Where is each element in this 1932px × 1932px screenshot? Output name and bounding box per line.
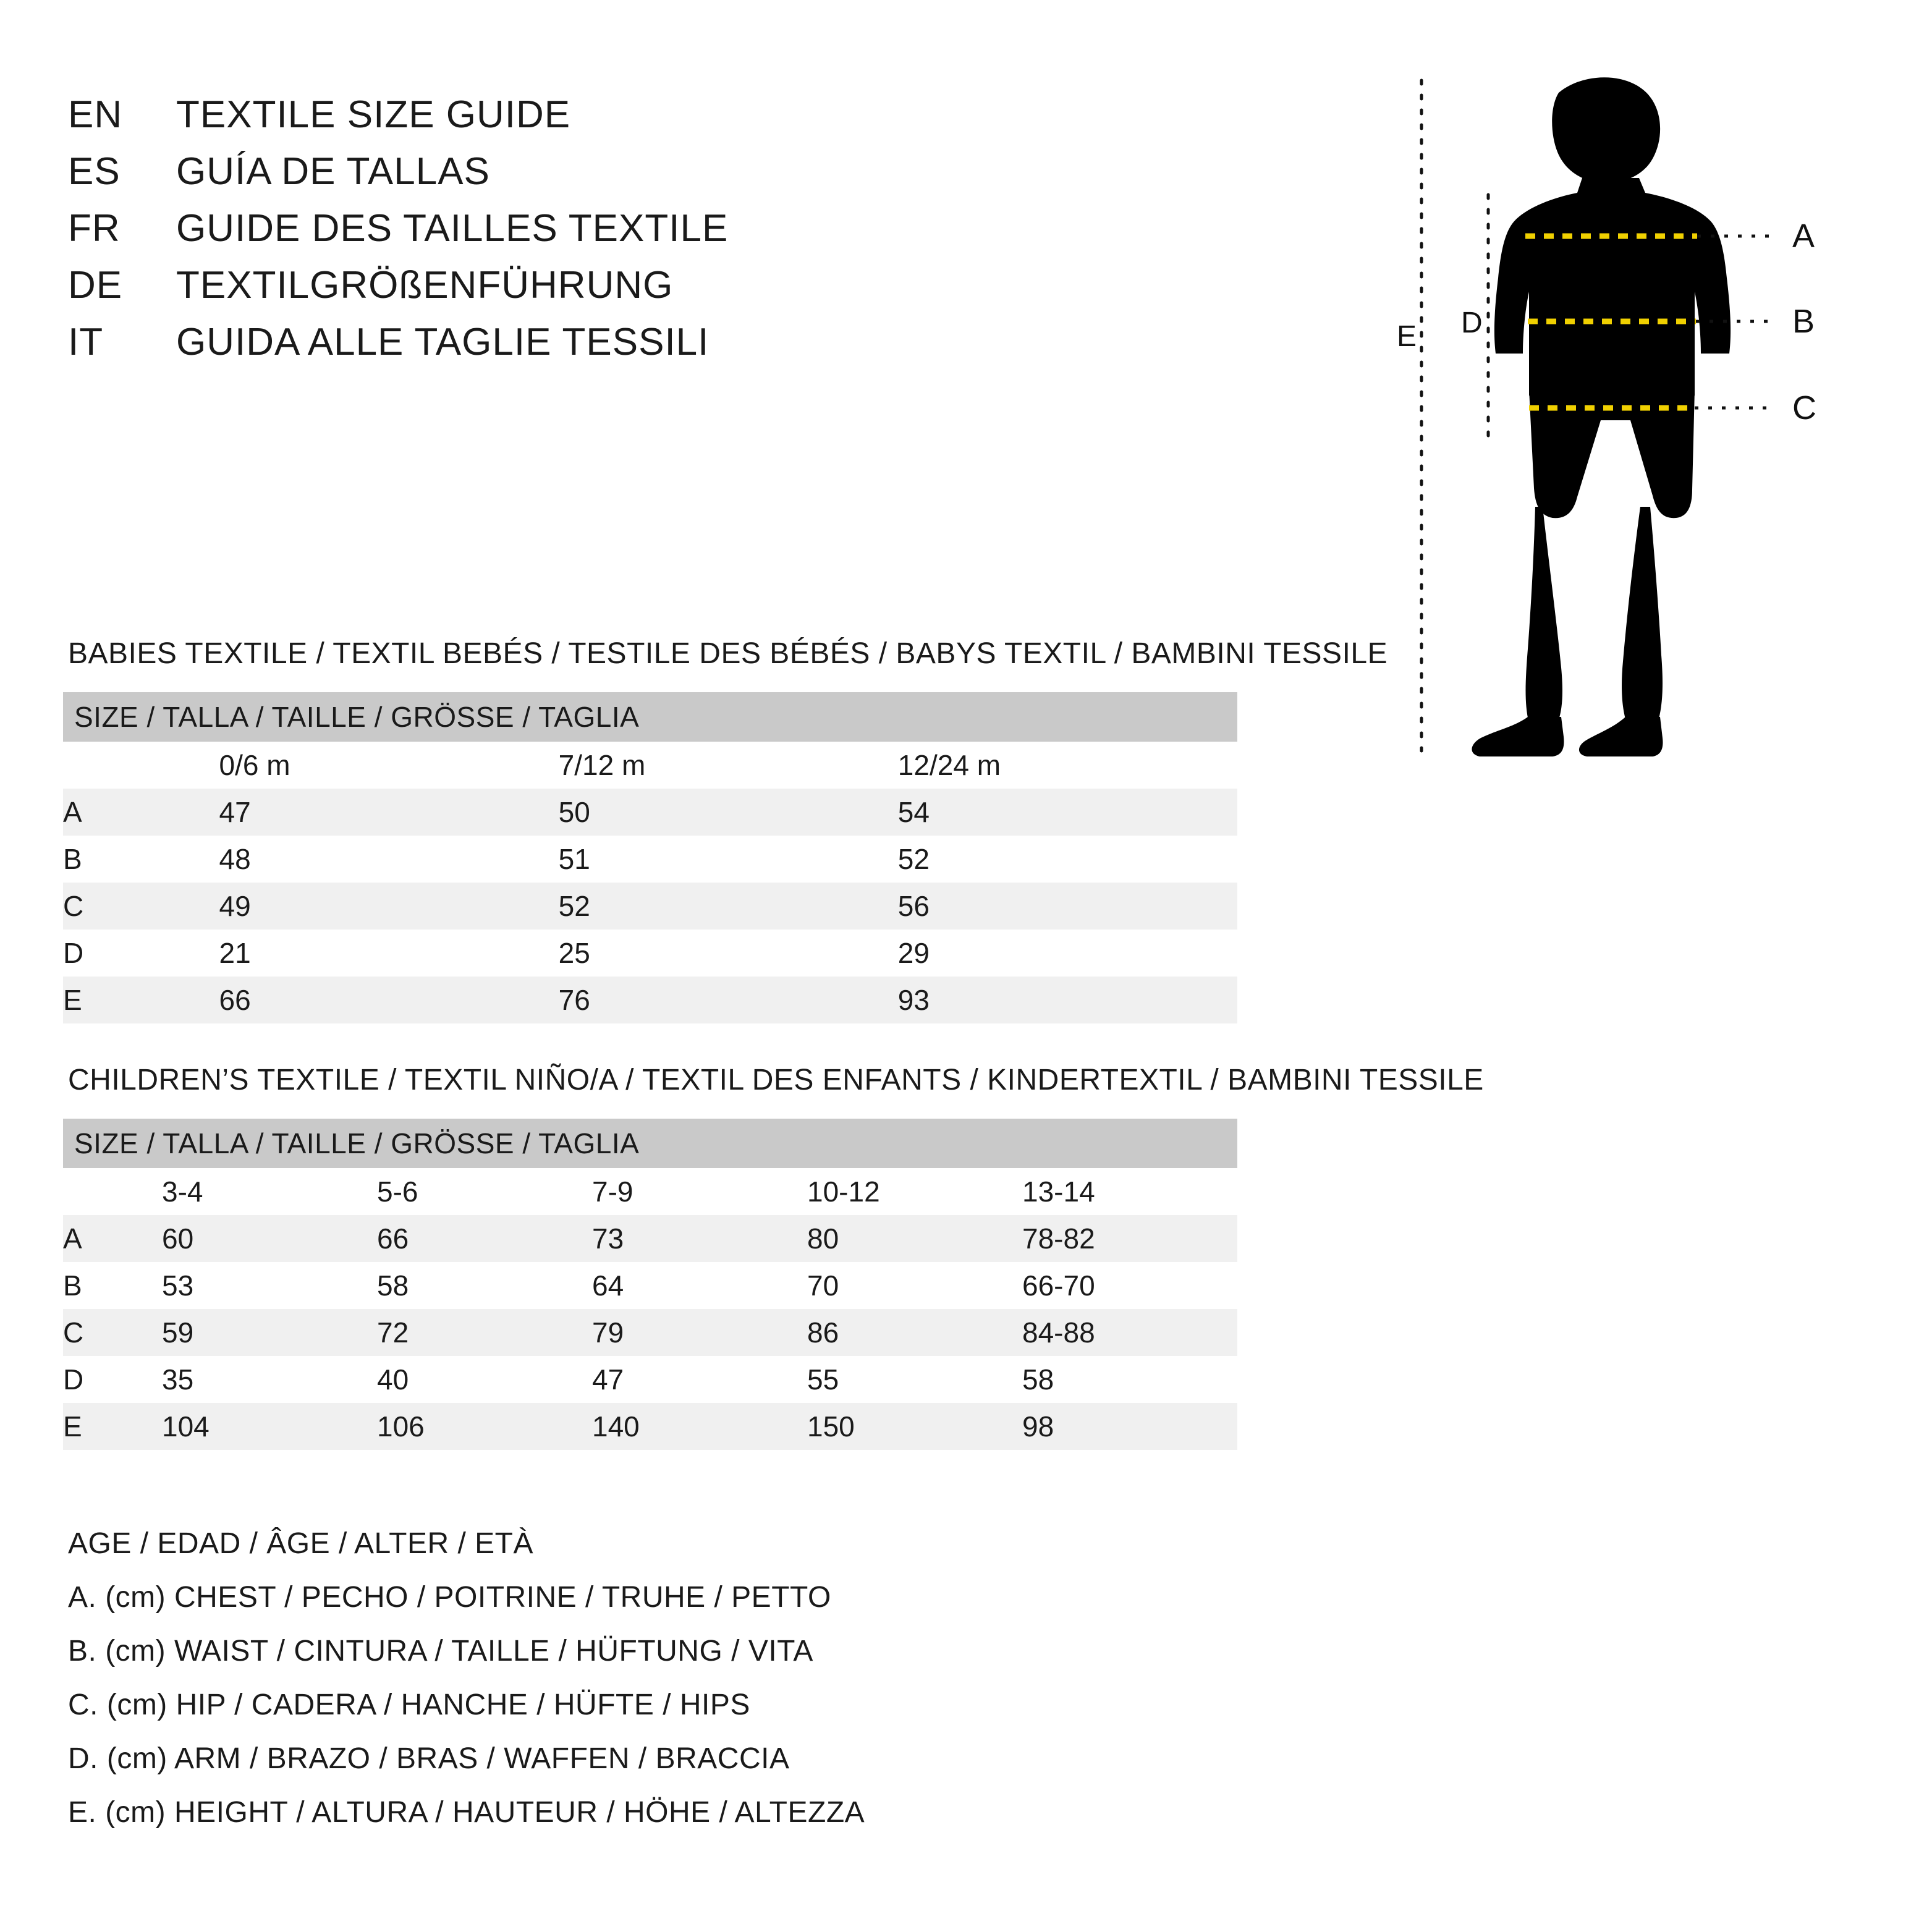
table-column-row: [63, 742, 1237, 789]
table-row: [63, 1403, 1237, 1450]
legend-waist: B. (cm) WAIST / CINTURA / TAILLE / HÜFTUNG / VITA: [68, 1635, 813, 1667]
babies-row-label-e: E: [63, 977, 219, 1023]
children-b-1: 58: [377, 1262, 592, 1309]
babies-e-1: 76: [559, 977, 898, 1023]
children-b-0: 53: [162, 1262, 377, 1309]
language-code-es: ES: [68, 150, 121, 193]
babies-section-title: BABIES TEXTILE / TEXTIL BEBÉS / TESTILE DES BÉBÉS / BABYS TEXTIL / BAMBINI TESSILE: [68, 637, 1388, 670]
babies-row-label-a: A: [63, 789, 219, 836]
children-col-4: 13-14: [1022, 1168, 1237, 1215]
children-e-1: 106: [377, 1403, 592, 1450]
children-col-3: 10-12: [807, 1168, 1022, 1215]
children-a-3: 80: [807, 1215, 1022, 1262]
table-row: [63, 1356, 1237, 1403]
children-e-0: 104: [162, 1403, 377, 1450]
children-a-4: 78-82: [1022, 1215, 1237, 1262]
table-row: [63, 1309, 1237, 1356]
language-row-fr: [68, 206, 728, 263]
babies-table-header: SIZE / TALLA / TAILLE / GRÖSSE / TAGLIA: [63, 692, 1237, 742]
children-d-0: 35: [162, 1356, 377, 1403]
marker-label-d: D: [1461, 307, 1483, 339]
babies-d-2: 29: [898, 930, 1237, 977]
babies-row-label-c: C: [63, 883, 219, 930]
language-code-fr: FR: [68, 207, 121, 250]
children-size-table: [63, 1119, 1237, 1450]
language-code-de: DE: [68, 264, 123, 307]
children-row-label-d: D: [63, 1356, 162, 1403]
babies-b-2: 52: [898, 836, 1237, 883]
babies-row-label-b: B: [63, 836, 219, 883]
legend-arm: D. (cm) ARM / BRAZO / BRAS / WAFFEN / BRACCIA: [68, 1742, 790, 1775]
language-code-en: EN: [68, 93, 123, 136]
language-title-de: TEXTILGRÖßENFÜHRUNG: [176, 264, 674, 307]
language-title-es: GUÍA DE TALLAS: [176, 150, 490, 193]
children-row-label-b: B: [63, 1262, 162, 1309]
marker-label-b: B: [1792, 303, 1815, 340]
children-c-2: 79: [592, 1309, 807, 1356]
babies-e-2: 93: [898, 977, 1237, 1023]
table-row: [63, 836, 1237, 883]
children-d-3: 55: [807, 1356, 1022, 1403]
children-col-2: 7-9: [592, 1168, 807, 1215]
babies-c-1: 52: [559, 883, 898, 930]
children-col-1: 5-6: [377, 1168, 592, 1215]
babies-a-2: 54: [898, 789, 1237, 836]
language-row-it: [68, 320, 728, 377]
table-row: [63, 1262, 1237, 1309]
children-e-3: 150: [807, 1403, 1022, 1450]
marker-label-a: A: [1792, 218, 1815, 255]
babies-d-0: 21: [219, 930, 558, 977]
children-section-title: CHILDREN’S TEXTILE / TEXTIL NIÑO/A / TEXTIL DES ENFANTS / KINDERTEXTIL / BAMBINI TESSILE: [68, 1064, 1484, 1096]
legend-height: E. (cm) HEIGHT / ALTURA / HAUTEUR / HÖHE / ALTEZZA: [68, 1796, 865, 1829]
babies-col-0: 0/6 m: [219, 742, 558, 789]
babies-b-1: 51: [559, 836, 898, 883]
babies-size-table: [63, 692, 1237, 1023]
table-row: [63, 930, 1237, 977]
marker-label-e: E: [1397, 320, 1417, 353]
table-row: [63, 789, 1237, 836]
legend-age: AGE / EDAD / ÂGE / ALTER / ETÀ: [68, 1527, 533, 1560]
table-header-row: [63, 1119, 1237, 1168]
children-row-label-c: C: [63, 1309, 162, 1356]
language-row-es: [68, 150, 728, 206]
language-header-list: [68, 93, 728, 377]
legend-hip: C. (cm) HIP / CADERA / HANCHE / HÜFTE / HIPS: [68, 1688, 750, 1721]
babies-col-1: 7/12 m: [559, 742, 898, 789]
children-c-4: 84-88: [1022, 1309, 1237, 1356]
language-title-en: TEXTILE SIZE GUIDE: [176, 93, 571, 136]
children-a-2: 73: [592, 1215, 807, 1262]
children-b-3: 70: [807, 1262, 1022, 1309]
children-c-0: 59: [162, 1309, 377, 1356]
babies-a-0: 47: [219, 789, 558, 836]
table-header-row: [63, 692, 1237, 742]
language-row-en: [68, 93, 728, 150]
measurement-figure: [1397, 74, 1891, 773]
language-code-it: IT: [68, 321, 104, 363]
measurement-legend: [68, 1527, 865, 1849]
table-row: [63, 1215, 1237, 1262]
marker-label-c: C: [1792, 389, 1816, 426]
children-a-0: 60: [162, 1215, 377, 1262]
children-d-2: 47: [592, 1356, 807, 1403]
children-a-1: 66: [377, 1215, 592, 1262]
language-title-fr: GUIDE DES TAILLES TEXTILE: [176, 207, 729, 250]
table-row: [63, 977, 1237, 1023]
babies-col-2: 12/24 m: [898, 742, 1237, 789]
babies-b-0: 48: [219, 836, 558, 883]
table-column-row: [63, 1168, 1237, 1215]
children-c-1: 72: [377, 1309, 592, 1356]
babies-row-label-d: D: [63, 930, 219, 977]
children-table-header: SIZE / TALLA / TAILLE / GRÖSSE / TAGLIA: [63, 1119, 1237, 1168]
children-b-4: 66-70: [1022, 1262, 1237, 1309]
children-d-4: 58: [1022, 1356, 1237, 1403]
babies-c-2: 56: [898, 883, 1237, 930]
empty-corner-cell: [63, 1168, 162, 1215]
babies-a-1: 50: [559, 789, 898, 836]
table-row: [63, 883, 1237, 930]
children-e-2: 140: [592, 1403, 807, 1450]
child-silhouette: [1472, 77, 1731, 756]
babies-e-0: 66: [219, 977, 558, 1023]
language-title-it: GUIDA ALLE TAGLIE TESSILI: [176, 321, 710, 363]
children-e-4: 98: [1022, 1403, 1237, 1450]
children-b-2: 64: [592, 1262, 807, 1309]
babies-d-1: 25: [559, 930, 898, 977]
babies-c-0: 49: [219, 883, 558, 930]
children-d-1: 40: [377, 1356, 592, 1403]
legend-chest: A. (cm) CHEST / PECHO / POITRINE / TRUHE / PETTO: [68, 1581, 831, 1614]
children-c-3: 86: [807, 1309, 1022, 1356]
children-col-0: 3-4: [162, 1168, 377, 1215]
language-row-de: [68, 263, 728, 320]
empty-corner-cell: [63, 742, 219, 789]
children-row-label-a: A: [63, 1215, 162, 1262]
children-row-label-e: E: [63, 1403, 162, 1450]
